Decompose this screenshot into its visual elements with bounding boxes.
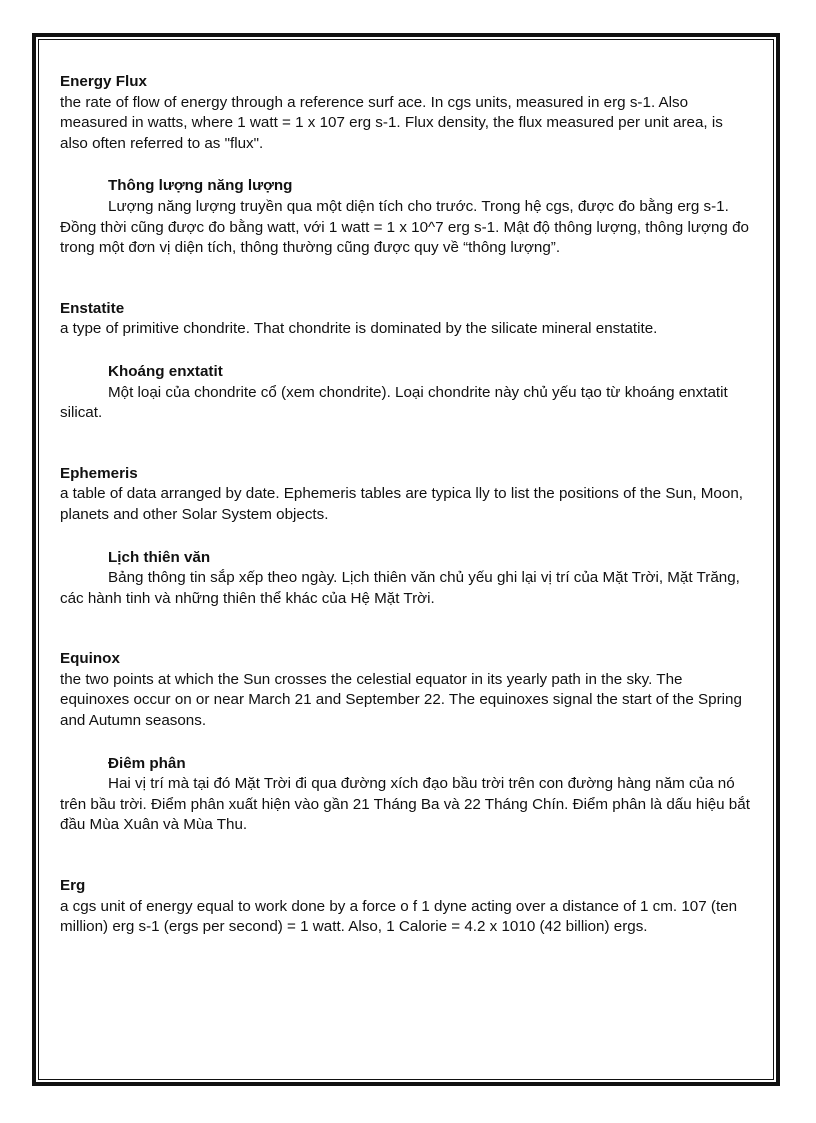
entry-definition: a type of primitive chondrite. That chondrite is dominated by the silicate mineral enstatite. bbox=[60, 320, 658, 338]
entry-definition: the rate of flow of energy through a reference surf ace. In cgs units, measured in erg s-1. Also measured in watts, where 1 watt = 1 x 107 erg s-1. Flux density, the flux measured per unit area, is also often referred to as "flux". bbox=[60, 93, 723, 152]
entry-definition: a cgs unit of energy equal to work done by a force o f 1 dyne acting over a distance of 1 cm. 107 (ten million) erg s-1 (ergs per second) = 1 watt. Also, 1 Calorie = 4.2 x 1010 (42 billion) ergs. bbox=[60, 897, 738, 936]
vi-term: Thông lượng năng lượng bbox=[108, 177, 293, 195]
entry-term: Erg bbox=[60, 877, 86, 895]
vi-definition: Một loại của chondrite cổ (xem chondrite). Loại chondrite này chủ yếu tạo từ khoáng enxtatit silicat. bbox=[60, 383, 728, 422]
vi-definition: Hai vị trí mà tại đó Mặt Trời đi qua đường xích đạo bầu trời trên con đường hàng năm của nó trên bầu trời. Điểm phân xuất hiện vào gần 21 Tháng Ba và 22 Tháng Chín. Điểm phân là dấu hiệu bắt đầu Mùa Xuân và Mùa Thu. bbox=[60, 775, 750, 834]
vietnamese-translation bbox=[60, 176, 754, 258]
vi-definition: Lượng năng lượng truyền qua một diện tích cho trước. Trong hệ cgs, được đo bằng erg s-1. Đồng thời cũng được đo bằng watt, với 1 watt = 1 x 10^7 erg s-1. Mật độ thông lượng, thông lượng đo trong một đơn vị diện tích, thông thường cũng được quy về “thông lượng”. bbox=[60, 197, 749, 257]
glossary-entry-energy-flux bbox=[60, 72, 754, 259]
vietnamese-translation bbox=[60, 754, 754, 836]
entry-term: Energy Flux bbox=[60, 73, 147, 90]
glossary-entry-ephemeris bbox=[60, 464, 754, 610]
entry-definition: the two points at which the Sun crosses the celestial equator in its yearly path in the sky. The equinoxes occur on or near March 21 and September 22. The equinoxes signal the start of the Spring and Autumn seasons. bbox=[60, 670, 742, 730]
glossary-entry-erg bbox=[60, 876, 754, 938]
vietnamese-translation bbox=[60, 362, 754, 424]
entry-term: Equinox bbox=[60, 650, 120, 668]
entry-term: Enstatite bbox=[60, 299, 125, 317]
glossary-entry-enstatite bbox=[60, 299, 754, 424]
entry-definition: a table of data arranged by date. Ephemeris tables are typica lly to list the positions of the Sun, Moon, planets and other Solar System objects. bbox=[60, 485, 743, 523]
glossary-content bbox=[60, 72, 754, 978]
vietnamese-translation bbox=[60, 548, 754, 610]
glossary-entry-equinox bbox=[60, 649, 754, 836]
vi-term: Lịch thiên văn bbox=[108, 548, 211, 566]
vi-term: Điêm phân bbox=[108, 754, 186, 772]
entry-term: Ephemeris bbox=[60, 464, 138, 482]
vi-term: Khoáng enxtatit bbox=[108, 362, 223, 380]
vi-definition: Bảng thông tin sắp xếp theo ngày. Lịch thiên văn chủ yếu ghi lại vị trí của Mặt Trời, Mặt Trăng, các hành tinh và những thiên thể khác của Hệ Mặt Trời. bbox=[60, 569, 740, 607]
